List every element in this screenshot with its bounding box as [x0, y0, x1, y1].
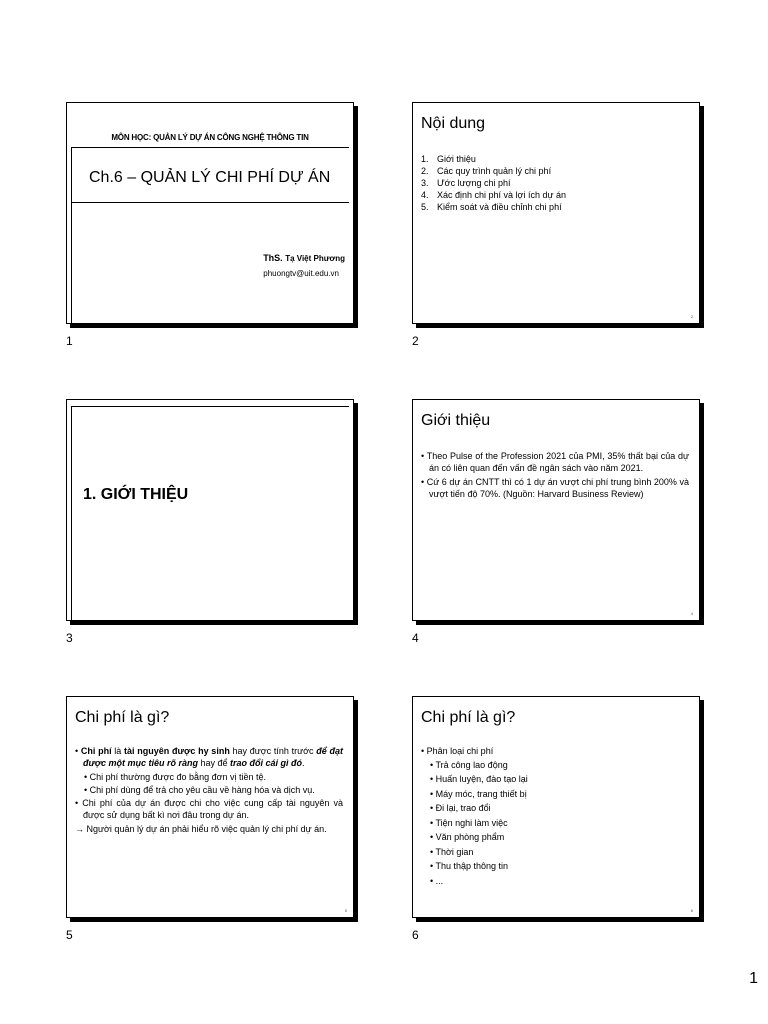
bullet-list	[421, 745, 689, 889]
list-item: 4. Xác định chi phí và lợi ích dự án	[421, 190, 566, 200]
sub-list-item: • Máy móc, trang thiết bị	[430, 788, 527, 799]
slide-title: Ch.6 – QUẢN LÝ CHI PHÍ DỰ ÁN	[89, 169, 331, 186]
author-email: phuongtv@uit.edu.vn	[263, 269, 339, 278]
sub-list-item: • ...	[430, 875, 444, 886]
list-item: 5. Kiểm soát và điều chỉnh chi phí	[421, 202, 562, 212]
sub-list-item: • Đi lại, trao đổi	[430, 803, 491, 813]
slide-footer-number: 5	[344, 908, 347, 913]
slide-heading: Giới thiệu	[421, 412, 491, 429]
sub-list-item: • Thu thập thông tin	[430, 861, 509, 871]
section-frame	[71, 406, 349, 620]
bullet-list	[421, 450, 689, 502]
slide-number: 3	[66, 631, 73, 645]
slide-number: 5	[66, 928, 73, 942]
author-prefix: ThS.	[263, 253, 283, 263]
list-item: • Cứ 6 dự án CNTT thì có 1 dự án vượt chi phí trung bình 200% và vượt tiến độ 70%. (Nguồn: Harvard Business Review)	[421, 477, 689, 499]
sub-list-item: • Trả công lao động	[430, 759, 508, 770]
sub-list-item: • Chi phí thường được đo bằng đơn vị tiền tệ.	[84, 772, 267, 782]
slide-number: 1	[66, 334, 73, 348]
sub-list-item: • Chi phí dùng để trả cho yêu cầu về hàng hóa và dịch vụ.	[84, 785, 315, 795]
list-item: 3. Ước lượng chi phí	[421, 178, 511, 188]
slide-number: 6	[412, 928, 419, 942]
slide-4	[412, 399, 700, 621]
sub-list-item: • Văn phòng phẩm	[430, 832, 505, 842]
section-title: 1. GIỚI THIỆU	[83, 486, 189, 503]
course-name: MÔN HỌC: QUẢN LÝ DỰ ÁN CÔNG NGHỆ THÔNG TIN	[111, 133, 309, 142]
slide-number: 4	[412, 631, 419, 645]
list-item: 1. Giới thiệu	[421, 154, 476, 164]
page-number: 1	[749, 970, 758, 987]
slide-heading: Chi phí là gì?	[421, 709, 516, 726]
list-item: • Chi phí là tài nguyên được hy sinh hay được tính trước để đạt được một mục tiêu rõ ràng hay để trao đổi cái gì đó.	[75, 746, 343, 768]
sub-list-item: • Huấn luyện, đào tạo lại	[430, 774, 528, 784]
list-item: → Người quản lý dự án phải hiểu rõ việc quản lý chi phí dự án.	[75, 824, 327, 834]
author	[263, 253, 345, 263]
agenda-list	[421, 153, 689, 213]
list-item: • Chi phí của dự án được chi cho việc cung cấp tài nguyên và được sử dụng bất kì nơi đâu trong dự án.	[75, 798, 343, 820]
slide-5	[66, 696, 354, 918]
slide-heading: Nội dung	[421, 115, 486, 132]
sub-list-item: • Thời gian	[430, 846, 474, 857]
slide-heading: Chi phí là gì?	[75, 709, 170, 726]
author-name: Tạ Việt Phương	[285, 254, 345, 263]
list-item: • Theo Pulse of the Profession 2021 của PMI, 35% thất bại của dự án có liên quan đến vấn đề ngân sách vào năm 2021.	[421, 451, 689, 473]
slide-2	[412, 102, 700, 324]
slide-6	[412, 696, 700, 918]
list-item: • Phân loại chi phí	[421, 746, 494, 756]
title-box	[71, 147, 349, 203]
slide-3	[66, 399, 354, 621]
sub-list-item: • Tiện nghi làm việc	[430, 817, 508, 828]
slide-footer-number: 4	[690, 611, 693, 616]
slide-footer-number: 6	[690, 908, 693, 913]
slide-number: 2	[412, 334, 419, 348]
list-item: 2. Các quy trình quản lý chi phí	[421, 166, 552, 176]
bullet-list	[75, 745, 343, 837]
slide-footer-number: 2	[690, 314, 693, 319]
slide-1	[66, 102, 354, 324]
